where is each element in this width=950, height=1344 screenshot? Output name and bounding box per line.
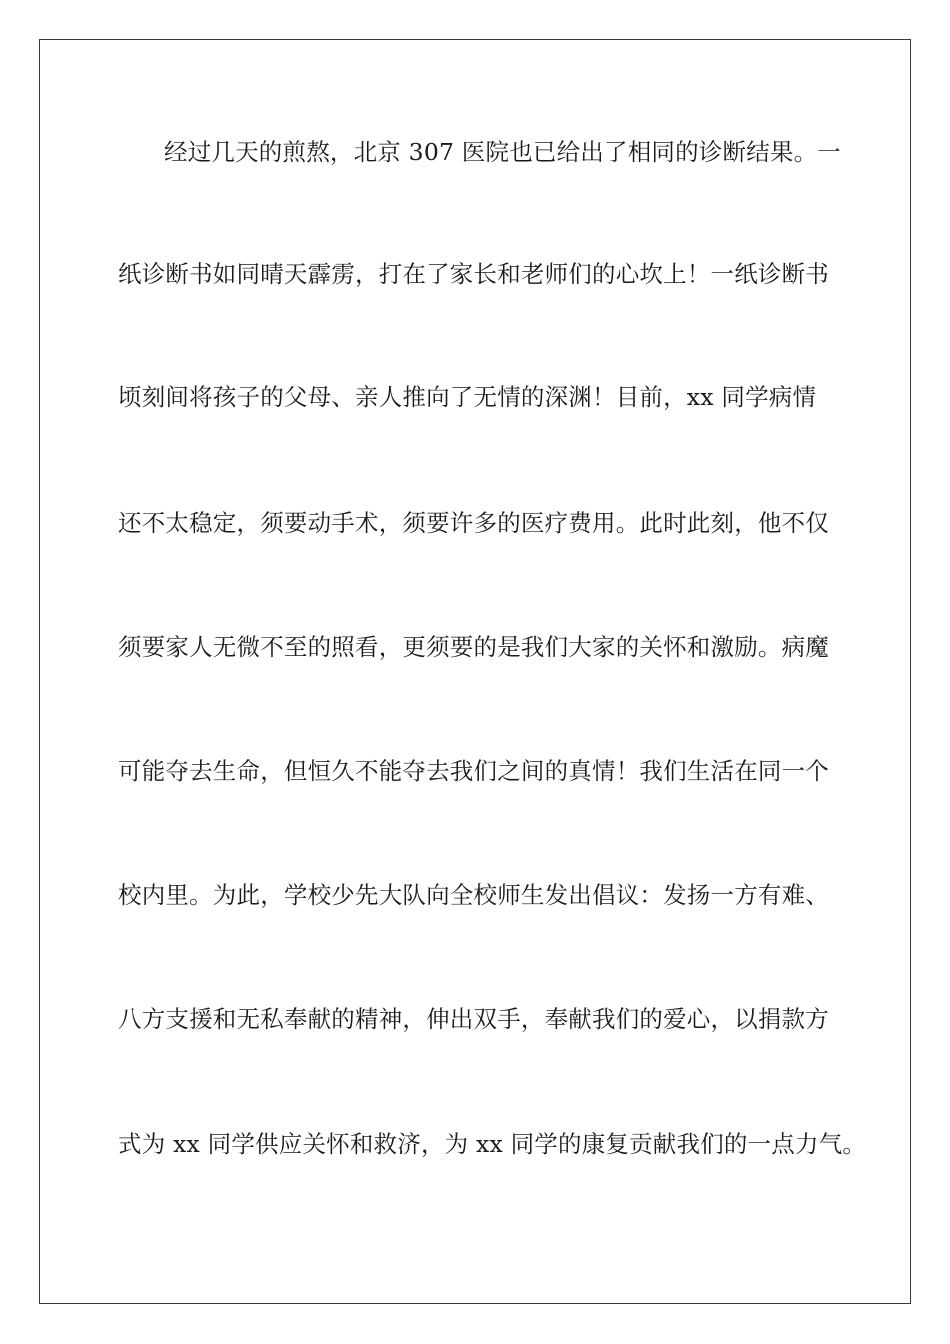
paragraph-line-9: 式为 xx 同学供应关怀和救济，为 xx 同学的康复贡献我们的一点力气。 <box>118 1130 867 1158</box>
paragraph-line-8: 八方支援和无私奉献的精神，伸出双手，奉献我们的爱心，以捐款方 <box>118 1005 829 1033</box>
paragraph-line-3: 顷刻间将孩子的父母、亲人推向了无情的深渊！目前，xx 同学病情 <box>118 383 817 411</box>
paragraph-line-5: 须要家人无微不至的照看，更须要的是我们大家的关怀和激励。病魔 <box>118 633 829 661</box>
paragraph-line-1: 经过几天的煎熬，北京 307 医院也已给出了相同的诊断结果。一 <box>164 138 841 166</box>
paragraph-line-6: 可能夺去生命，但恒久不能夺去我们之间的真情！我们生活在同一个 <box>118 757 829 785</box>
page-border <box>39 39 911 1304</box>
paragraph-line-7: 校内里。为此，学校少先大队向全校师生发出倡议：发扬一方有难、 <box>118 881 829 909</box>
paragraph-line-4: 还不太稳定，须要动手术，须要许多的医疗费用。此时此刻，他不仅 <box>118 509 829 537</box>
paragraph-line-2: 纸诊断书如同晴天霹雳，打在了家长和老师们的心坎上！一纸诊断书 <box>118 260 829 288</box>
